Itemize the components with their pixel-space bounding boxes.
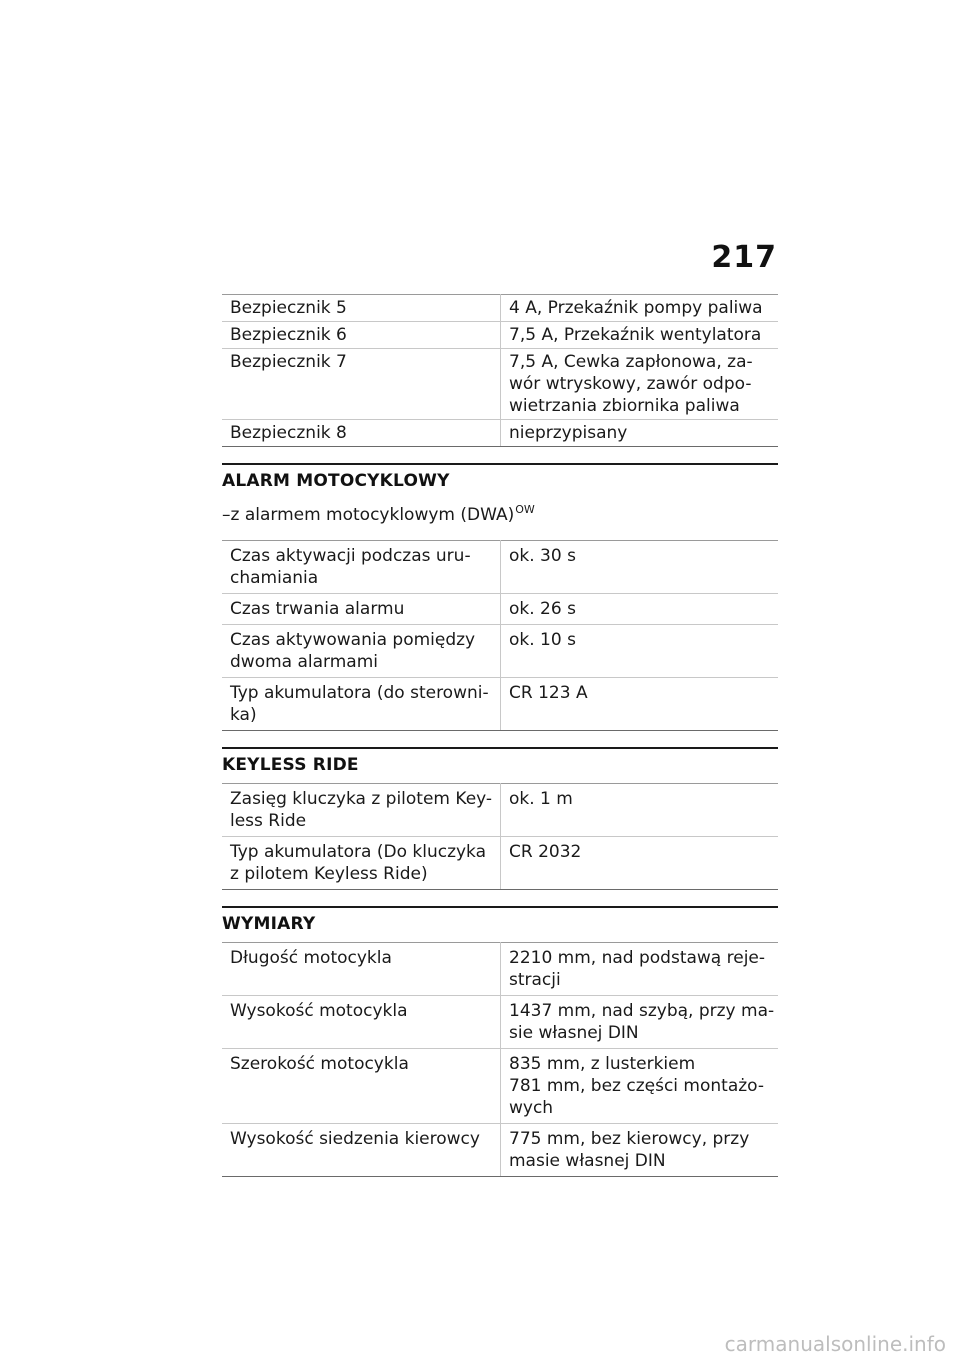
- row-value: CR 123 A: [501, 678, 779, 731]
- row-label: Bezpiecznik 8: [222, 420, 501, 447]
- table-row: [222, 295, 778, 322]
- row-value: 7,5 A, Przekaźnik wentylatora: [501, 322, 779, 349]
- row-value: ok. 30 s: [501, 541, 779, 594]
- row-label: Czas trwania alarmu: [222, 594, 501, 625]
- row-label: Czas aktywacji podczas uru- chamiania: [222, 541, 501, 594]
- row-label: Szerokość motocykla: [222, 1049, 501, 1124]
- row-label: Bezpiecznik 7: [222, 349, 501, 420]
- dimensions-section: [222, 906, 778, 1177]
- section-subtitle: –z alarmem motocyklowym (DWA)$^{OW}$: [222, 503, 535, 525]
- row-value: 835 mm, z lusterkiem 781 mm, bez części montażo- wych: [501, 1049, 779, 1124]
- row-value: CR 2032: [501, 837, 779, 890]
- alarm-table: [222, 540, 778, 731]
- table-row: [222, 541, 778, 594]
- row-label: Czas aktywowania pomiędzy dwoma alarmami: [222, 625, 501, 678]
- row-label: Typ akumulatora (do sterowni- ka): [222, 678, 501, 731]
- dimensions-table: [222, 942, 778, 1177]
- row-label: Wysokość motocykla: [222, 996, 501, 1049]
- table-row: [222, 1049, 778, 1124]
- table-row: [222, 996, 778, 1049]
- row-label: Bezpiecznik 6: [222, 322, 501, 349]
- table-row: [222, 594, 778, 625]
- section-title: KEYLESS RIDE: [222, 755, 359, 775]
- row-label: Wysokość siedzenia kierowcy: [222, 1124, 501, 1177]
- page-content: [222, 294, 778, 1177]
- row-value: 7,5 A, Cewka zapłonowa, za- wór wtryskowy, zawór odpo- wietrzania zbiornika paliwa: [501, 349, 779, 420]
- keyless-section: [222, 747, 778, 890]
- table-row: [222, 784, 778, 837]
- table-row: [222, 943, 778, 996]
- row-label: Zasięg kluczyka z pilotem Key- less Ride: [222, 784, 501, 837]
- row-label: Bezpiecznik 5: [222, 295, 501, 322]
- row-value: nieprzypisany: [501, 420, 779, 447]
- option-superscript: OW: [515, 503, 535, 516]
- keyless-table: [222, 783, 778, 890]
- section-title: WYMIARY: [222, 914, 316, 934]
- row-value: ok. 26 s: [501, 594, 779, 625]
- row-label: Typ akumulatora (Do kluczyka z pilotem Keyless Ride): [222, 837, 501, 890]
- table-row: [222, 625, 778, 678]
- row-value: 4 A, Przekaźnik pompy paliwa: [501, 295, 779, 322]
- watermark: carmanualsonline.info: [724, 1332, 946, 1356]
- table-row: [222, 837, 778, 890]
- section-title: ALARM MOTOCYKLOWY: [222, 471, 450, 491]
- alarm-section: [222, 463, 778, 731]
- fuses-table: [222, 294, 778, 447]
- table-row: [222, 322, 778, 349]
- table-row: [222, 1124, 778, 1177]
- table-row: [222, 678, 778, 731]
- row-value: 775 mm, bez kierowcy, przy masie własnej DIN: [501, 1124, 779, 1177]
- row-value: ok. 1 m: [501, 784, 779, 837]
- row-label: Długość motocykla: [222, 943, 501, 996]
- table-row: [222, 349, 778, 420]
- page-number: 217: [711, 240, 777, 275]
- row-value: 2210 mm, nad podstawą reje- stracji: [501, 943, 779, 996]
- table-row: [222, 420, 778, 447]
- row-value: ok. 10 s: [501, 625, 779, 678]
- row-value: 1437 mm, nad szybą, przy ma- sie własnej DIN: [501, 996, 779, 1049]
